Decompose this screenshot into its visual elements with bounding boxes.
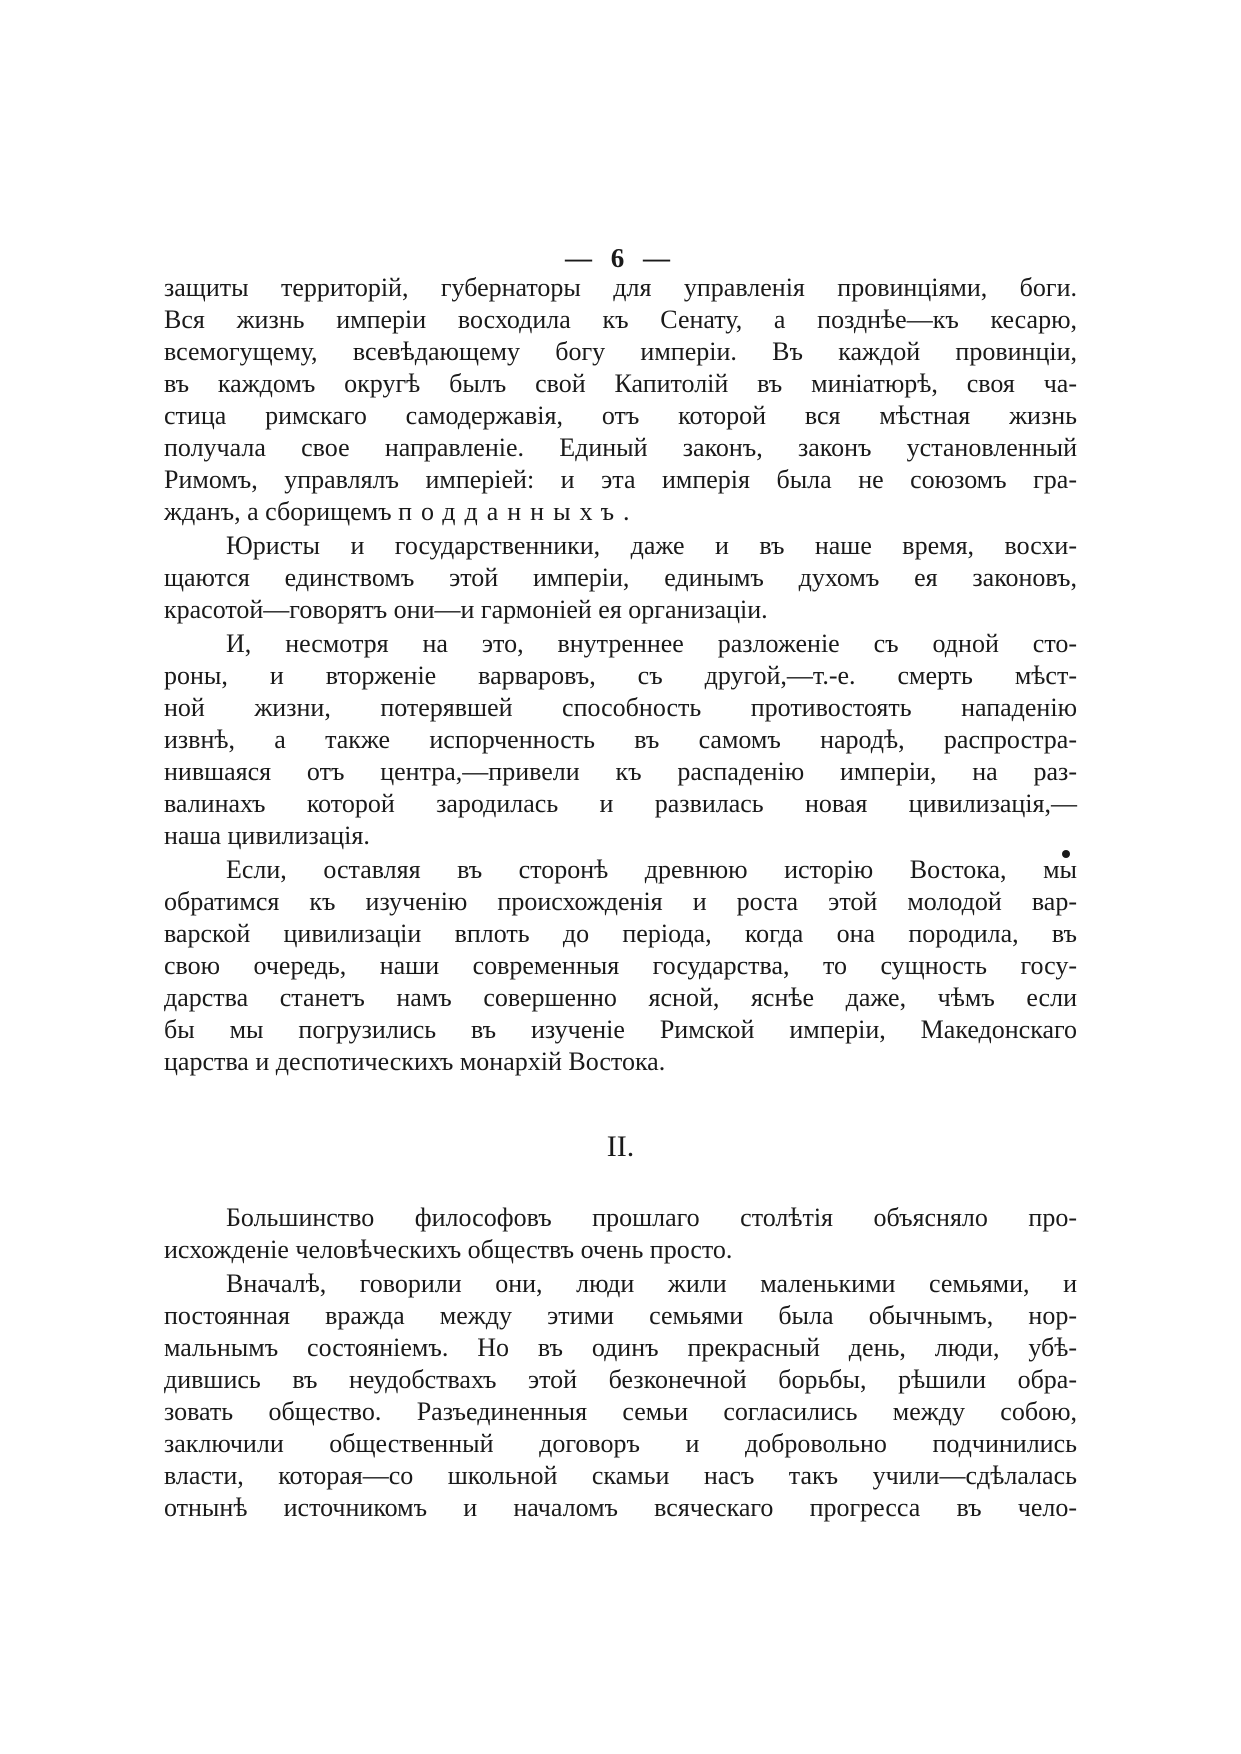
text-line: заключили общественный договоръ и добровольно подчинились xyxy=(164,1429,1077,1458)
text-line: въ каждомъ округѣ былъ свой Капитолій въ миніатюрѣ, своя ча- xyxy=(164,369,1077,398)
section-heading: II. xyxy=(606,1130,635,1163)
text-line: Большинство философовъ прошлаго столѣтія объясняло про- xyxy=(226,1203,1077,1232)
text-line: наша цивилизація. xyxy=(164,821,370,850)
text-line: дившись въ неудобствахъ этой безконечной борьбы, рѣшили обра- xyxy=(164,1365,1077,1394)
text-segment: жданъ, а сборищемъ xyxy=(164,497,399,526)
text-line: Если, оставляя въ сторонѣ древнюю исторію Востока, мы xyxy=(226,855,1077,884)
text-line: стица римскаго самодержавія, отъ которой вся мѣстная жизнь xyxy=(164,401,1077,430)
text-line: роны, и вторженіе варваровъ, съ другой,—т.-е. смерть мѣст- xyxy=(164,661,1077,690)
text-line: валинахъ которой зародилась и развилась новая цивилизація,— xyxy=(164,789,1077,818)
text-line: Юристы и государственники, даже и въ наше время, восхи- xyxy=(226,531,1077,560)
text-line: нившаяся отъ центра,—привели къ распаденію имперіи, на раз- xyxy=(164,757,1077,786)
text-line: извнѣ, а также испорченность въ самомъ народѣ, распростра- xyxy=(164,725,1077,754)
text-line: дарства станетъ намъ совершенно ясной, яснѣе даже, чѣмъ если xyxy=(164,983,1077,1012)
text-line: обратимся къ изученію происхожденія и роста этой молодой вар- xyxy=(164,887,1077,916)
text-line: защиты территорій, губернаторы для управленія провинціями, боги. xyxy=(164,273,1077,302)
text-line: И, несмотря на это, внутреннее разложеніе съ одной сто- xyxy=(226,629,1077,658)
text-line: царства и деспотическихъ монархій Востока. xyxy=(164,1047,666,1076)
text-line: постоянная вражда между этими семьями была обычнымъ, нор- xyxy=(164,1301,1077,1330)
text-line: Вначалѣ, говорили они, люди жили маленькими семьями, и xyxy=(226,1269,1077,1298)
text-line: щаются единствомъ этой имперіи, единымъ духомъ ея законовъ, xyxy=(164,563,1077,592)
text-segment: . xyxy=(623,497,630,526)
text-line: ной жизни, потерявшей способность противостоять нападенію xyxy=(164,693,1077,722)
text-line: Римомъ, управлялъ имперіей: и эта имперія была не союзомъ гра- xyxy=(164,465,1077,494)
text-line: исхожденіе человѣческихъ обществъ очень просто. xyxy=(164,1235,733,1264)
text-line: варской цивилизаціи вплоть до періода, когда она породила, въ xyxy=(164,919,1077,948)
text-line: зовать общество. Разъединенныя семьи согласились между собою, xyxy=(164,1397,1077,1426)
text-line: красотой—говорятъ они—и гармоніей ея организаціи. xyxy=(164,595,768,624)
text-line: отнынѣ источникомъ и началомъ всяческаго прогресса въ чело- xyxy=(164,1493,1077,1522)
text-line: получала свое направленіе. Единый законъ, законъ установленный xyxy=(164,433,1077,462)
text-line: Вся жизнь имперіи восходила къ Сенату, а позднѣе—къ кесарю, xyxy=(164,305,1077,334)
text-line-last xyxy=(164,496,1077,528)
text-line: мальнымъ состояніемъ. Но въ одинъ прекрасный день, люди, убѣ- xyxy=(164,1333,1077,1362)
text-line: свою очередь, наши современныя государства, то сущность госу- xyxy=(164,951,1077,980)
spaced-emphasis: подданныхъ xyxy=(398,497,624,526)
page-number: — 6 — xyxy=(565,243,676,273)
text-line: власти, которая—со школьной скамьи насъ такъ учили—сдѣлалась xyxy=(164,1461,1077,1490)
text-line: всемогущему, всевѣдающему богу имперіи. Въ каждой провинціи, xyxy=(164,337,1077,366)
text-line: бы мы погрузились въ изученіе Римской имперіи, Македонскаго xyxy=(164,1015,1077,1044)
